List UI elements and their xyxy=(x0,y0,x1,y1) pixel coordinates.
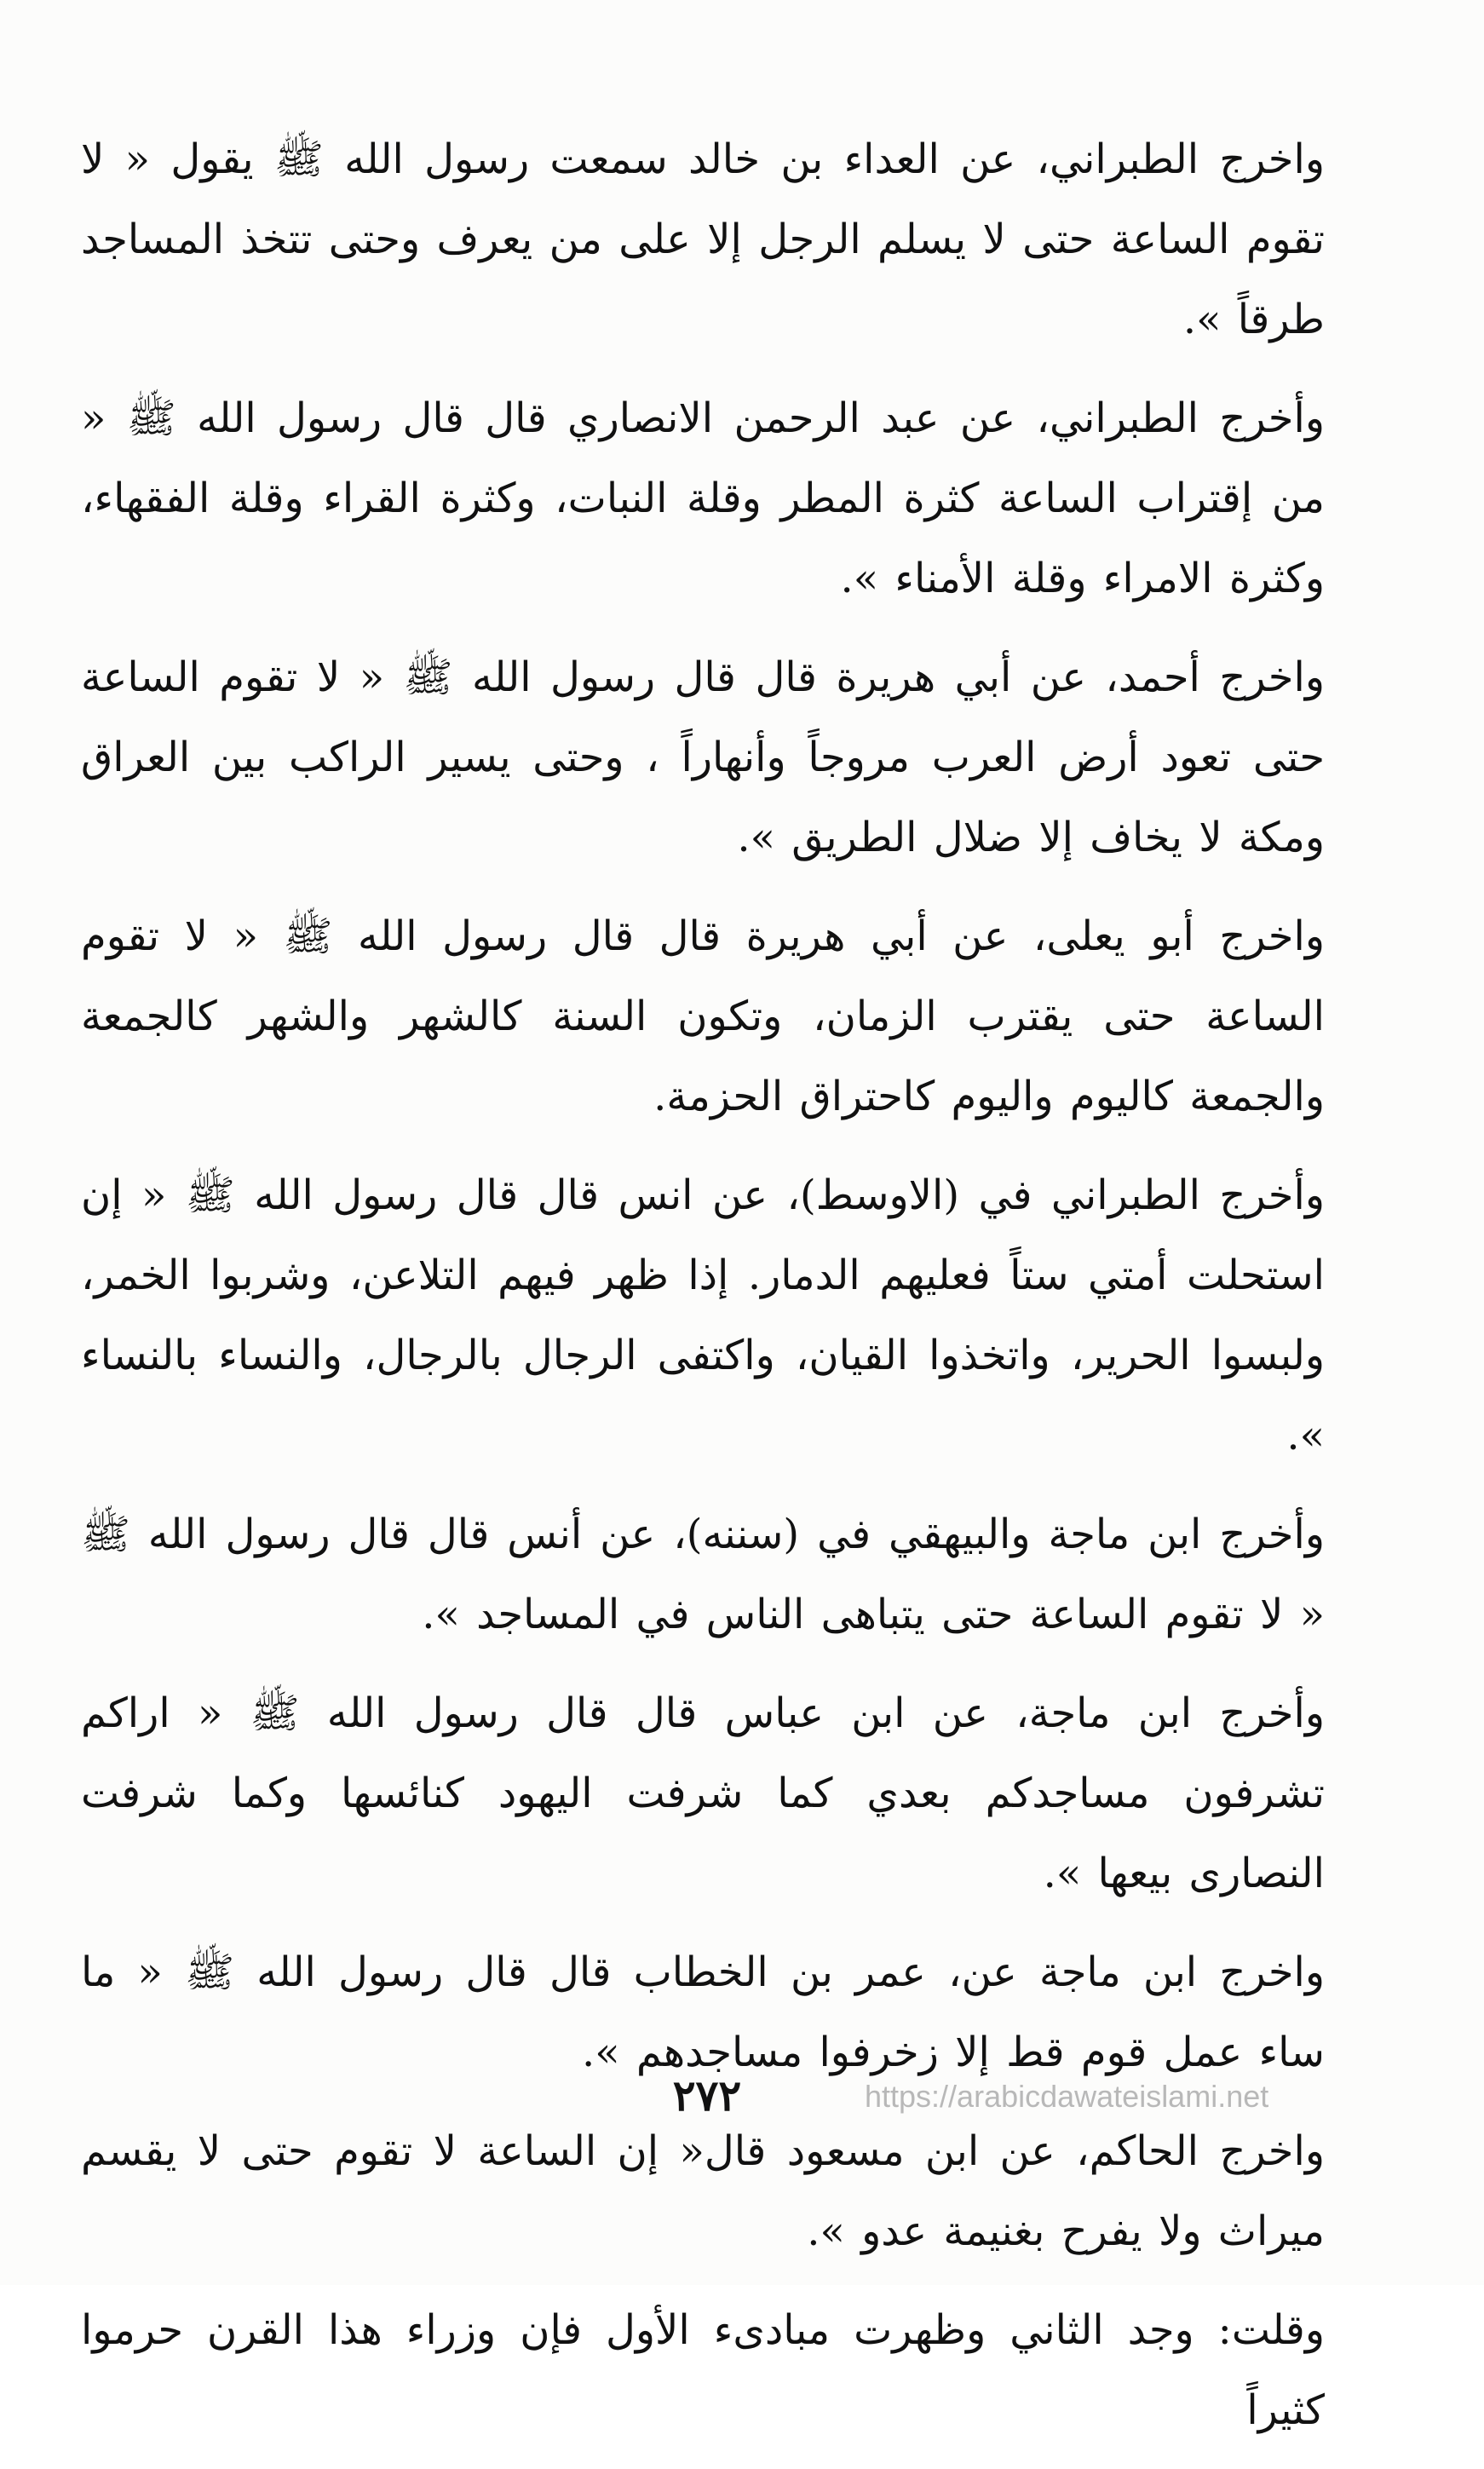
hadith-paragraph-2: وأخرج الطبراني، عن عبد الرحمن الانصاري قال قال رسول الله ﷺ « من إقتراب الساعة كثرة المطر وقلة النبات، وكثرة القراء وقلة الفقهاء، وكثرة الامراء وقلة الأمناء ». xyxy=(81,394,1325,602)
hadith-paragraph-8: واخرج ابن ماجة عن، عمر بن الخطاب قال قال رسول الله ﷺ « ما ساء عمل قوم قط إلا زخرفوا مساجدهم ». xyxy=(81,1948,1326,2076)
hadith-paragraph-5: وأخرج الطبراني في (الاوسط)، عن انس قال قال رسول الله ﷺ « إن استحلت أمتي ستاً فعليهم الدمار. إذا ظهر فيهم التلاعن، وشربوا الخمر، ولبسوا الحرير، واتخذوا القيان، واكتفى الرجال بالرجال، والنساء بالنساء ». xyxy=(81,1171,1325,1459)
hadith-paragraph-9: واخرج الحاكم، عن ابن مسعود قال« إن الساعة لا تقوم حتى لا يقسم ميراث ولا يفرح بغنيمة عدو ». xyxy=(81,2127,1325,2255)
hadith-paragraph-4: واخرج أبو يعلى، عن أبي هريرة قال قال رسول الله ﷺ « لا تقوم الساعة حتى يقترب الزمان، وتكون السنة كالشهر والشهر كالجمعة والجمعة كاليوم واليوم كاحتراق الحزمة. xyxy=(81,912,1325,1120)
hadith-paragraph-7: وأخرج ابن ماجة، عن ابن عباس قال قال رسول الله ﷺ « اراكم تشرفون مساجدكم بعدي كما شرفت اليهود كنائسها وكما شرفت النصارى بيعها ». xyxy=(81,1689,1325,1897)
hadith-paragraph-1: واخرج الطبراني، عن العداء بن خالد سمعت رسول الله ﷺ يقول « لا تقوم الساعة حتى لا يسلم الرجل إلا على من يعرف وحتى تتخذ المساجد طرقاً ». xyxy=(81,135,1325,343)
author-comment-paragraph: وقلت: وجد الثاني وظهرت مبادىء الأول فإن وزراء هذا القرن حرموا كثيراً xyxy=(81,2306,1325,2434)
page-number: ٢٧٢ xyxy=(672,2070,742,2121)
hadith-paragraph-3: واخرج أحمد، عن أبي هريرة قال قال رسول الله ﷺ « لا تقوم الساعة حتى تعود أرض العرب مروجاً وأنهاراً ، وحتى يسير الراكب بين العراق ومكة لا يخاف إلا ضلال الطريق ». xyxy=(81,653,1325,861)
watermark-url: https://arabicdawateislami.net xyxy=(865,2079,1269,2114)
hadith-paragraph-6: وأخرج ابن ماجة والبيهقي في (سننه)، عن أنس قال قال رسول الله ﷺ « لا تقوم الساعة حتى يتباهى الناس في المساجد ». xyxy=(81,1511,1325,1638)
